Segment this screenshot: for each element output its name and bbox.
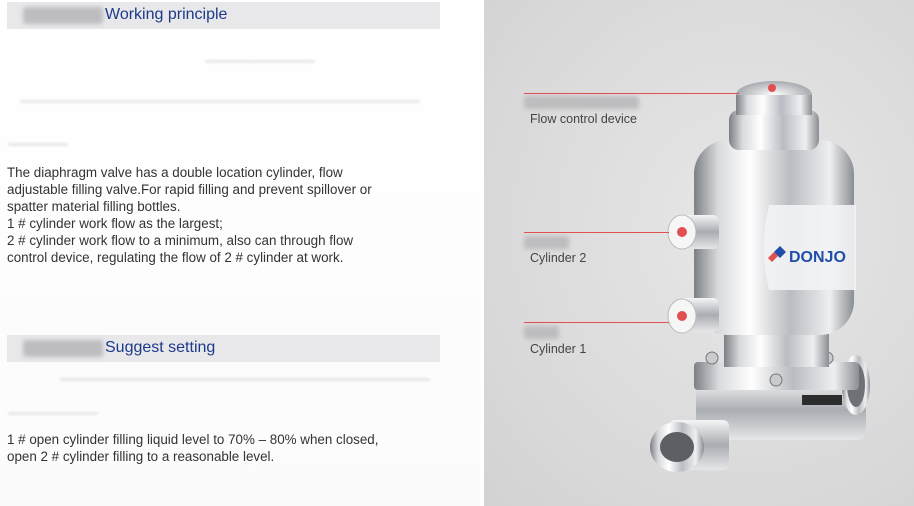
bolt [770, 374, 782, 386]
paragraph-line: 1 # cylinder work flow as the largest; [7, 216, 223, 231]
paragraph-line: The diaphragm valve has a double location cylinder, flow [7, 165, 343, 180]
faint-line [8, 143, 68, 146]
paragraph-line: 1 # open cylinder filling liquid level to 70% – 80% when closed, [7, 432, 379, 447]
clamp-handle [802, 395, 842, 405]
brand-text: DONJO [789, 249, 846, 266]
suggest-setting-paragraph [7, 431, 378, 465]
paragraph-line: control device, regulating the flow of 2 # cylinder at work. [7, 250, 344, 265]
flow-control-indicator [768, 84, 776, 92]
paragraph-line: spatter material filling bottles. [7, 199, 181, 214]
top-cap [729, 110, 819, 150]
blurred-header-icon [23, 7, 103, 24]
callout-line [524, 322, 669, 323]
faint-line [8, 412, 98, 415]
callout-line [524, 232, 669, 233]
faint-line [60, 378, 430, 381]
working-principle-paragraph [7, 164, 372, 266]
blurred-callout-heading [524, 326, 559, 339]
cylinder-1-marker [677, 311, 687, 321]
section-title: Working principle [105, 6, 228, 23]
brand-label-area [764, 205, 856, 290]
blurred-callout-heading [524, 96, 639, 109]
bolt [706, 352, 718, 364]
section-header-suggest-setting [7, 335, 440, 362]
valve-neck [724, 332, 829, 367]
paragraph-line: open 2 # cylinder filling to a reasonable level. [7, 449, 275, 464]
callout-cylinder-1: Cylinder 1 [530, 342, 587, 356]
paragraph-line: 2 # cylinder work flow to a minimum, also can through flow [7, 233, 354, 248]
paragraph-line: adjustable filling valve.For rapid filling and prevent spillover or [7, 182, 372, 197]
flow-control-body [736, 95, 812, 115]
section-title: Suggest setting [105, 339, 216, 356]
blurred-callout-heading [524, 236, 569, 249]
cylinder-2-marker [677, 227, 687, 237]
faint-line [20, 100, 420, 103]
blurred-header-icon [23, 340, 103, 357]
callout-flow-control-device: Flow control device [530, 112, 637, 126]
inlet-bore [660, 432, 694, 462]
callout-cylinder-2: Cylinder 2 [530, 251, 587, 265]
callout-line [524, 93, 739, 94]
section-header-working-principle [7, 2, 440, 29]
product-image-panel [484, 0, 914, 506]
faint-line [205, 60, 315, 63]
